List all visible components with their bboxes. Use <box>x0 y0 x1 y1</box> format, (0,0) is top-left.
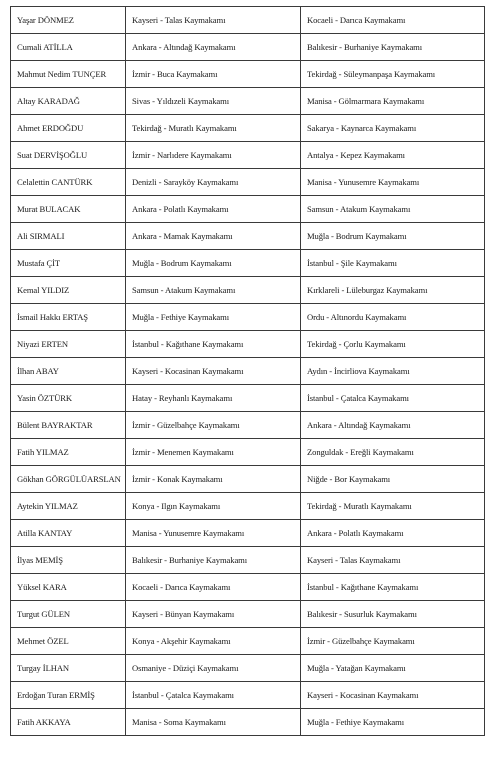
current-post-cell: Ankara - Mamak Kaymakamı <box>126 223 301 250</box>
assigned-post-cell: Ankara - Polatlı Kaymakamı <box>301 520 485 547</box>
person-name-cell: Suat DERVİŞOĞLU <box>11 142 126 169</box>
current-post-cell: Ankara - Altındağ Kaymakamı <box>126 34 301 61</box>
current-post-cell: Muğla - Bodrum Kaymakamı <box>126 250 301 277</box>
assigned-post-cell: Balıkesir - Susurluk Kaymakamı <box>301 601 485 628</box>
assigned-post-cell: Muğla - Bodrum Kaymakamı <box>301 223 485 250</box>
person-name-cell: Ahmet ERDOĞDU <box>11 115 126 142</box>
person-name-cell: Gökhan GÖRGÜLÜARSLAN <box>11 466 126 493</box>
current-post-cell: Konya - Akşehir Kaymakamı <box>126 628 301 655</box>
assigned-post-cell: Kayseri - Kocasinan Kaymakamı <box>301 682 485 709</box>
assigned-post-cell: Antalya - Kepez Kaymakamı <box>301 142 485 169</box>
person-name-cell: İlyas MEMİŞ <box>11 547 126 574</box>
assigned-post-cell: Samsun - Atakum Kaymakamı <box>301 196 485 223</box>
person-name-cell: Turgut GÜLEN <box>11 601 126 628</box>
table-row <box>11 601 485 628</box>
current-post-cell: İzmir - Narlıdere Kaymakamı <box>126 142 301 169</box>
appointments-table-body <box>11 7 485 736</box>
assigned-post-cell: Ankara - Altındağ Kaymakamı <box>301 412 485 439</box>
table-row <box>11 574 485 601</box>
table-row <box>11 466 485 493</box>
assigned-post-cell: Muğla - Fethiye Kaymakamı <box>301 709 485 736</box>
table-row <box>11 331 485 358</box>
current-post-cell: Kocaeli - Darıca Kaymakamı <box>126 574 301 601</box>
person-name-cell: Mustafa ÇİT <box>11 250 126 277</box>
current-post-cell: Samsun - Atakum Kaymakamı <box>126 277 301 304</box>
table-row <box>11 61 485 88</box>
table-row <box>11 169 485 196</box>
assigned-post-cell: İzmir - Güzelbahçe Kaymakamı <box>301 628 485 655</box>
table-row <box>11 493 485 520</box>
current-post-cell: İstanbul - Çatalca Kaymakamı <box>126 682 301 709</box>
assigned-post-cell: İstanbul - Çatalca Kaymakamı <box>301 385 485 412</box>
table-row <box>11 682 485 709</box>
current-post-cell: Osmaniye - Düziçi Kaymakamı <box>126 655 301 682</box>
current-post-cell: Kayseri - Kocasinan Kaymakamı <box>126 358 301 385</box>
person-name-cell: Bülent BAYRAKTAR <box>11 412 126 439</box>
person-name-cell: İsmail Hakkı ERTAŞ <box>11 304 126 331</box>
assigned-post-cell: Zonguldak - Ereğli Kaymakamı <box>301 439 485 466</box>
table-row <box>11 7 485 34</box>
table-row <box>11 88 485 115</box>
person-name-cell: İlhan ABAY <box>11 358 126 385</box>
current-post-cell: Manisa - Soma Kaymakamı <box>126 709 301 736</box>
current-post-cell: Balıkesir - Burhaniye Kaymakamı <box>126 547 301 574</box>
table-row <box>11 709 485 736</box>
table-row <box>11 34 485 61</box>
current-post-cell: Kayseri - Bünyan Kaymakamı <box>126 601 301 628</box>
person-name-cell: Atilla KANTAY <box>11 520 126 547</box>
assigned-post-cell: Kayseri - Talas Kaymakamı <box>301 547 485 574</box>
table-row <box>11 520 485 547</box>
assigned-post-cell: Tekirdağ - Süleymanpaşa Kaymakamı <box>301 61 485 88</box>
person-name-cell: Niyazi ERTEN <box>11 331 126 358</box>
person-name-cell: Yüksel KARA <box>11 574 126 601</box>
current-post-cell: Ankara - Polatlı Kaymakamı <box>126 196 301 223</box>
person-name-cell: Celalettin CANTÜRK <box>11 169 126 196</box>
current-post-cell: İzmir - Buca Kaymakamı <box>126 61 301 88</box>
assigned-post-cell: İstanbul - Kağıthane Kaymakamı <box>301 574 485 601</box>
person-name-cell: Fatih AKKAYA <box>11 709 126 736</box>
person-name-cell: Yaşar DÖNMEZ <box>11 7 126 34</box>
assigned-post-cell: Manisa - Gölmarmara Kaymakamı <box>301 88 485 115</box>
table-row <box>11 304 485 331</box>
assigned-post-cell: Tekirdağ - Muratlı Kaymakamı <box>301 493 485 520</box>
current-post-cell: Manisa - Yunusemre Kaymakamı <box>126 520 301 547</box>
person-name-cell: Mehmet ÖZEL <box>11 628 126 655</box>
table-row <box>11 223 485 250</box>
current-post-cell: İzmir - Konak Kaymakamı <box>126 466 301 493</box>
person-name-cell: Turgay İLHAN <box>11 655 126 682</box>
table-row <box>11 196 485 223</box>
person-name-cell: Fatih YILMAZ <box>11 439 126 466</box>
person-name-cell: Cumali ATİLLA <box>11 34 126 61</box>
table-row <box>11 385 485 412</box>
assigned-post-cell: Aydın - İncirliova Kaymakamı <box>301 358 485 385</box>
assigned-post-cell: Kırklareli - Lüleburgaz Kaymakamı <box>301 277 485 304</box>
table-row <box>11 142 485 169</box>
table-row <box>11 412 485 439</box>
person-name-cell: Murat BULACAK <box>11 196 126 223</box>
table-row <box>11 655 485 682</box>
assigned-post-cell: Ordu - Altınordu Kaymakamı <box>301 304 485 331</box>
person-name-cell: Ali SIRMALI <box>11 223 126 250</box>
table-row <box>11 547 485 574</box>
current-post-cell: Denizli - Sarayköy Kaymakamı <box>126 169 301 196</box>
assigned-post-cell: Kocaeli - Darıca Kaymakamı <box>301 7 485 34</box>
table-row <box>11 250 485 277</box>
table-row <box>11 439 485 466</box>
current-post-cell: Muğla - Fethiye Kaymakamı <box>126 304 301 331</box>
assigned-post-cell: İstanbul - Şile Kaymakamı <box>301 250 485 277</box>
person-name-cell: Altay KARADAĞ <box>11 88 126 115</box>
assigned-post-cell: Balıkesir - Burhaniye Kaymakamı <box>301 34 485 61</box>
assigned-post-cell: Muğla - Yatağan Kaymakamı <box>301 655 485 682</box>
current-post-cell: Kayseri - Talas Kaymakamı <box>126 7 301 34</box>
current-post-cell: İzmir - Menemen Kaymakamı <box>126 439 301 466</box>
current-post-cell: Tekirdağ - Muratlı Kaymakamı <box>126 115 301 142</box>
assigned-post-cell: Niğde - Bor Kaymakamı <box>301 466 485 493</box>
current-post-cell: İstanbul - Kağıthane Kaymakamı <box>126 331 301 358</box>
appointments-table <box>10 6 485 736</box>
table-row <box>11 277 485 304</box>
person-name-cell: Erdoğan Turan ERMİŞ <box>11 682 126 709</box>
current-post-cell: Hatay - Reyhanlı Kaymakamı <box>126 385 301 412</box>
person-name-cell: Aytekin YILMAZ <box>11 493 126 520</box>
table-row <box>11 628 485 655</box>
current-post-cell: İzmir - Güzelbahçe Kaymakamı <box>126 412 301 439</box>
table-row <box>11 358 485 385</box>
table-row <box>11 115 485 142</box>
person-name-cell: Mahmut Nedim TUNÇER <box>11 61 126 88</box>
assigned-post-cell: Tekirdağ - Çorlu Kaymakamı <box>301 331 485 358</box>
current-post-cell: Konya - Ilgın Kaymakamı <box>126 493 301 520</box>
assigned-post-cell: Manisa - Yunusemre Kaymakamı <box>301 169 485 196</box>
person-name-cell: Yasin ÖZTÜRK <box>11 385 126 412</box>
assigned-post-cell: Sakarya - Kaynarca Kaymakamı <box>301 115 485 142</box>
person-name-cell: Kemal YILDIZ <box>11 277 126 304</box>
current-post-cell: Sivas - Yıldızeli Kaymakamı <box>126 88 301 115</box>
